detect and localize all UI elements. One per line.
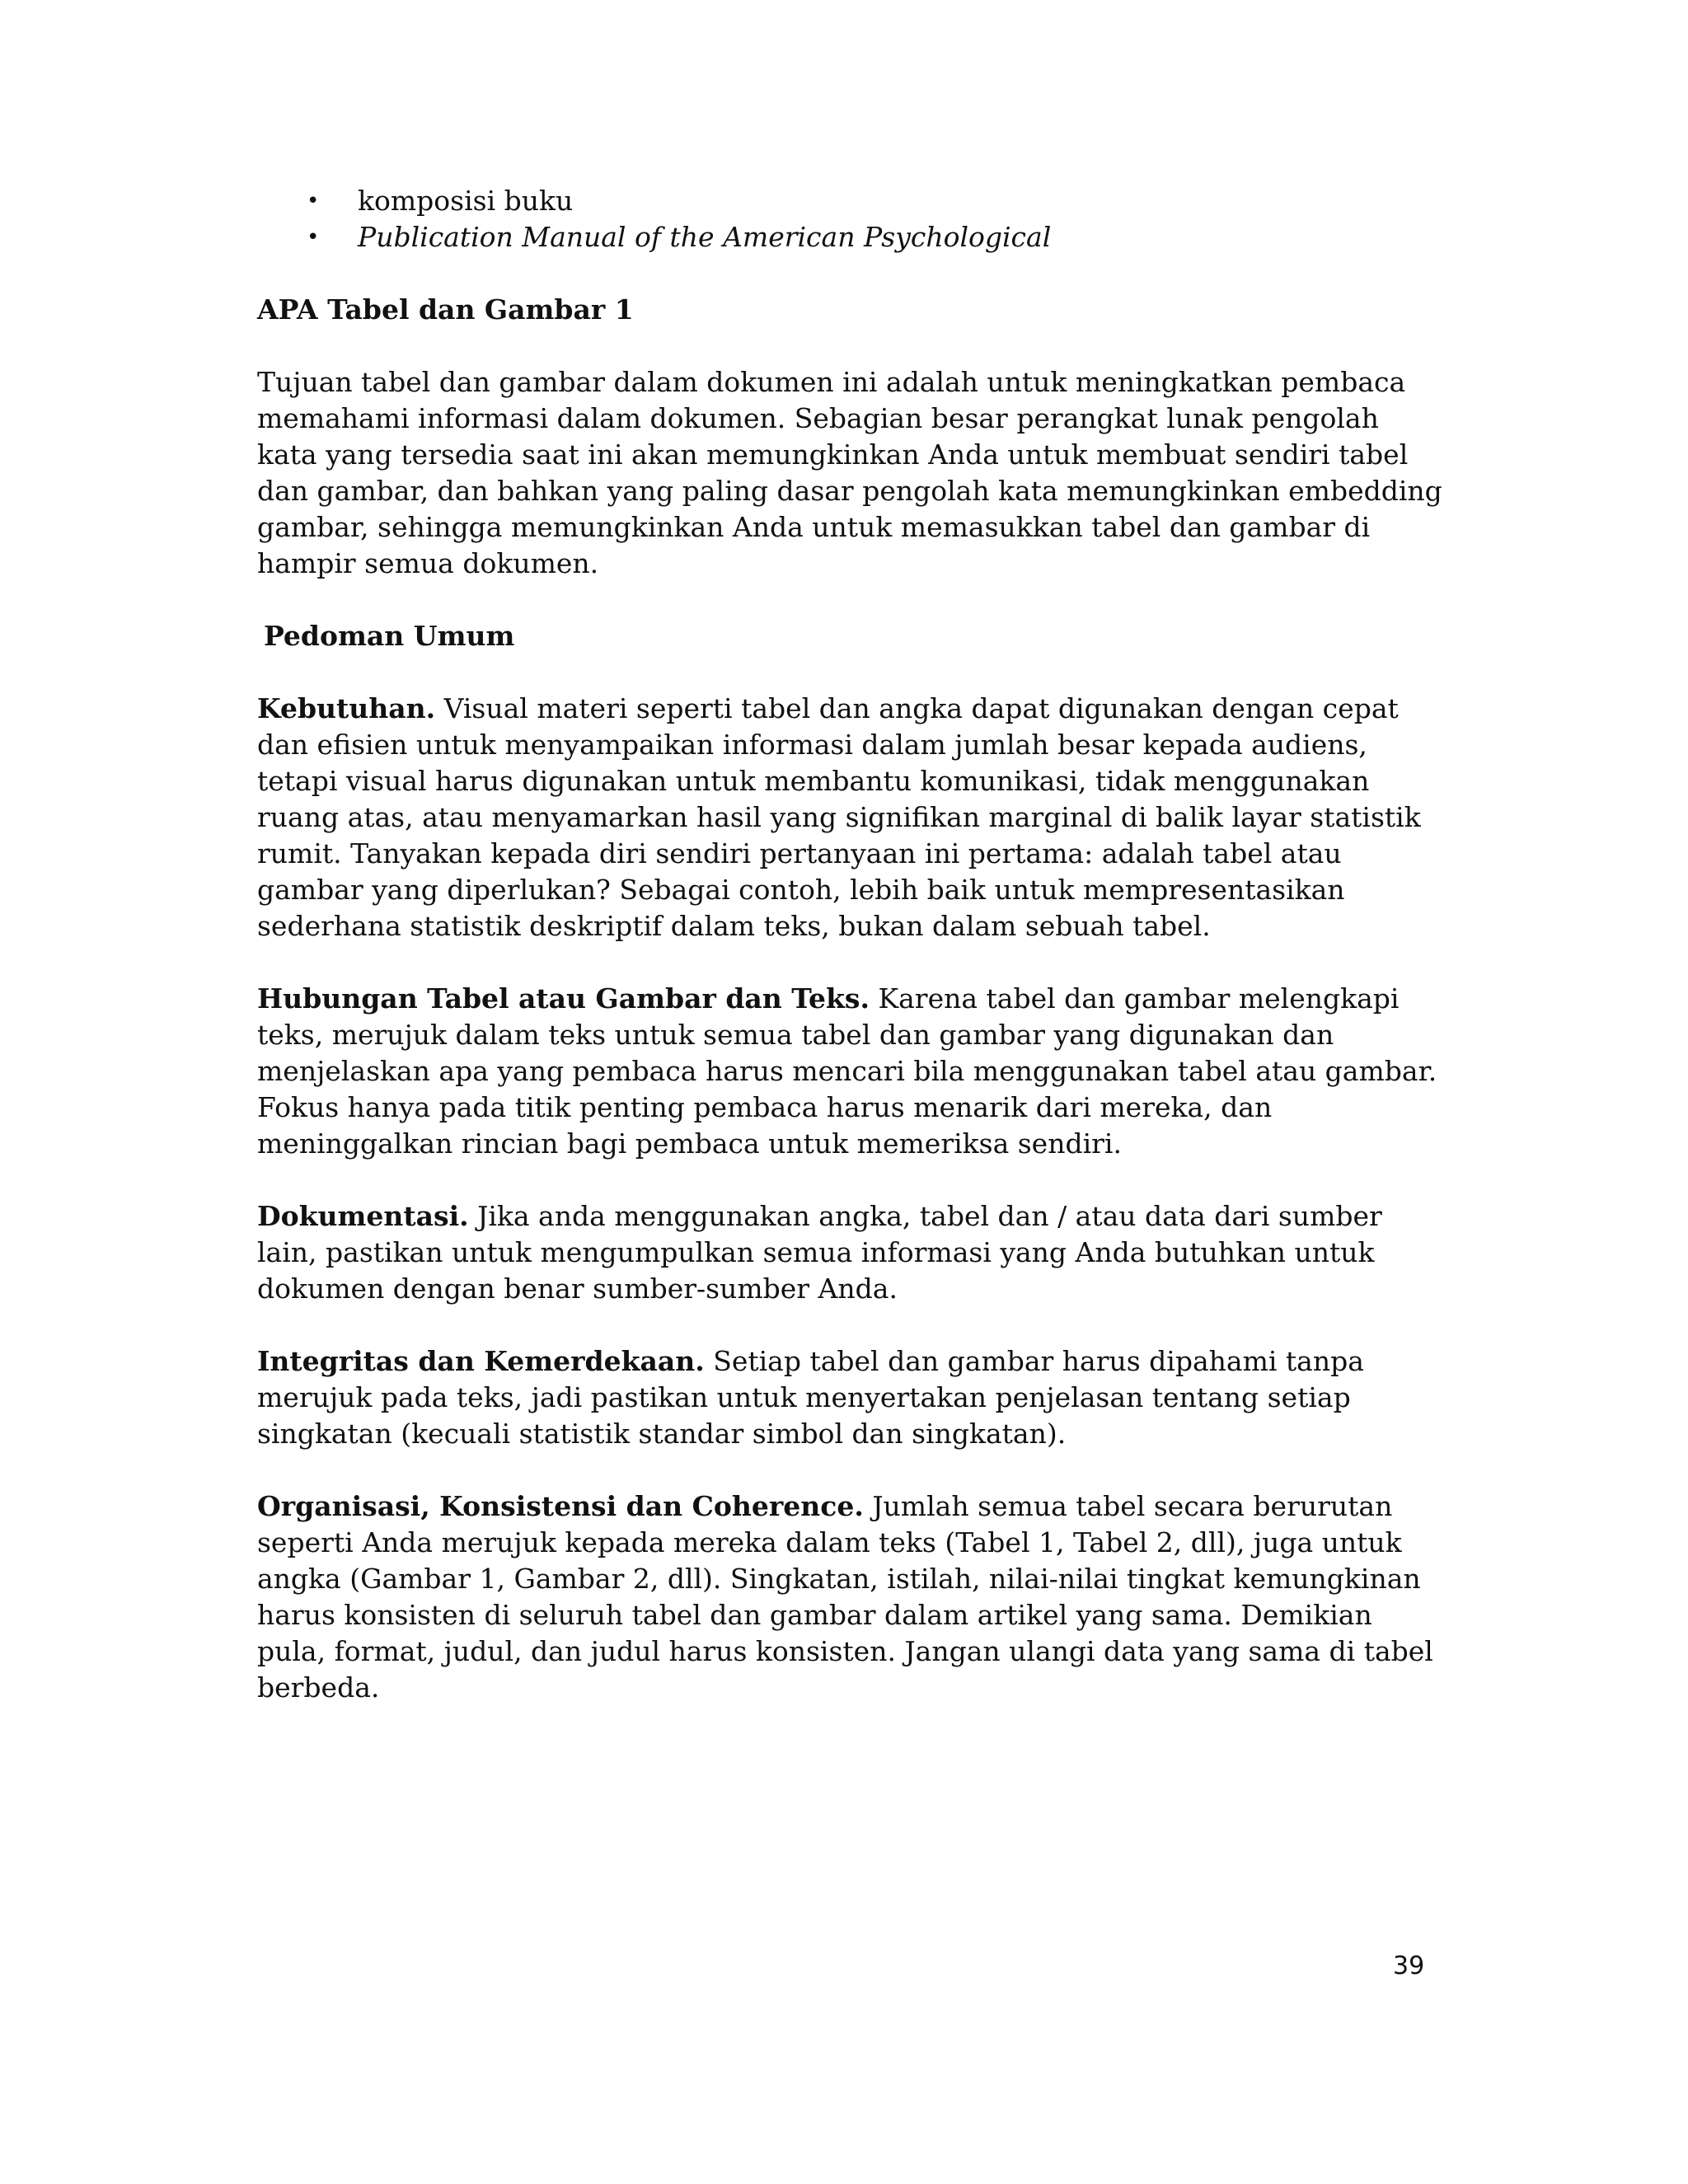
list-item — [257, 219, 1444, 255]
guideline-paragraph — [257, 1198, 1444, 1307]
bullet-icon: • — [307, 225, 320, 250]
guideline-text: Jika anda menggunakan angka, tabel dan / atau data dari sumber lain, pastikan untuk mengumpulkan semua informasi yang Anda butuhkan untuk dokumen dengan benar sumber-sumber Anda. — [257, 1200, 1382, 1305]
guideline-paragraph — [257, 1343, 1444, 1452]
guideline-paragraph — [257, 691, 1444, 944]
list-item — [257, 183, 1444, 219]
guideline-title: Hubungan Tabel atau Gambar dan Teks. — [257, 982, 870, 1015]
guideline-text: Setiap tabel dan gambar harus dipahami tanpa merujuk pada teks, jadi pastikan untuk menyertakan penjelasan tentang setiap singkatan (kecuali statistik standar simbol dan singkatan). — [257, 1345, 1364, 1450]
guideline-paragraph — [257, 981, 1444, 1162]
intro-paragraph: Tujuan tabel dan gambar dalam dokumen ini adalah untuk meningkatkan pembaca memahami informasi dalam dokumen. Sebagian besar perangkat lunak pengolah kata yang tersedia saat ini akan memungkinkan Anda untuk membuat sendiri tabel dan gambar, dan bahkan yang paling dasar pengolah kata memungkinkan embedding gambar, sehingga memungkinkan Anda untuk memasukkan tabel dan gambar di hampir semua dokumen. — [257, 366, 1442, 579]
guideline-title: Integritas dan Kemerdekaan. — [257, 1345, 705, 1377]
guideline-title: Organisasi, Konsistensi dan Coherence. — [257, 1490, 864, 1522]
subheading: Pedoman Umum — [264, 620, 515, 652]
bullet-list — [257, 183, 1444, 255]
guideline-text: Visual materi seperti tabel dan angka dapat digunakan dengan cepat dan efisien untuk menyampaikan informasi dalam jumlah besar kepada audiens, tetapi visual harus digunakan untuk membantu komunikasi, tidak menggunakan ruang atas, atau menyamarkan hasil yang signifikan marginal di balik layar statistik rumit. Tanyakan kepada diri sendiri pertanyaan ini pertama: adalah tabel atau gambar yang diperlukan? Sebagai contoh, lebih baik untuk mempresentasikan sederhana statistik deskriptif dalam teks, bukan dalam sebuah tabel. — [257, 692, 1421, 942]
bullet-text: komposisi buku — [358, 185, 574, 217]
guideline-title: Dokumentasi. — [257, 1200, 469, 1232]
bullet-text: Publication Manual of the American Psychological — [358, 221, 1052, 253]
page-number: 39 — [1393, 1952, 1425, 1980]
guideline-text: Karena tabel dan gambar melengkapi teks, merujuk dalam teks untuk semua tabel dan gambar yang digunakan dan menjelaskan apa yang pembaca harus mencari bila menggunakan tabel atau gambar. Fokus hanya pada titik penting pembaca harus menarik dari mereka, dan meninggalkan rincian bagi pembaca untuk memeriksa sendiri. — [257, 982, 1437, 1160]
section-heading: APA Tabel dan Gambar 1 — [257, 293, 634, 326]
guideline-title: Kebutuhan. — [257, 692, 436, 724]
bullet-icon: • — [307, 189, 320, 213]
document-page — [257, 183, 1444, 1706]
guideline-text: Jumlah semua tabel secara berurutan seperti Anda merujuk kepada mereka dalam teks (Tabel 1, Tabel 2, dll), juga untuk angka (Gambar 1, Gambar 2, dll). Singkatan, istilah, nilai-nilai tingkat kemungkinan harus konsisten di seluruh tabel dan gambar dalam artikel yang sama. Demikian pula, format, judul, dan judul harus konsisten. Jangan ulangi data yang sama di tabel berbeda. — [257, 1490, 1433, 1704]
guideline-paragraph — [257, 1488, 1444, 1706]
